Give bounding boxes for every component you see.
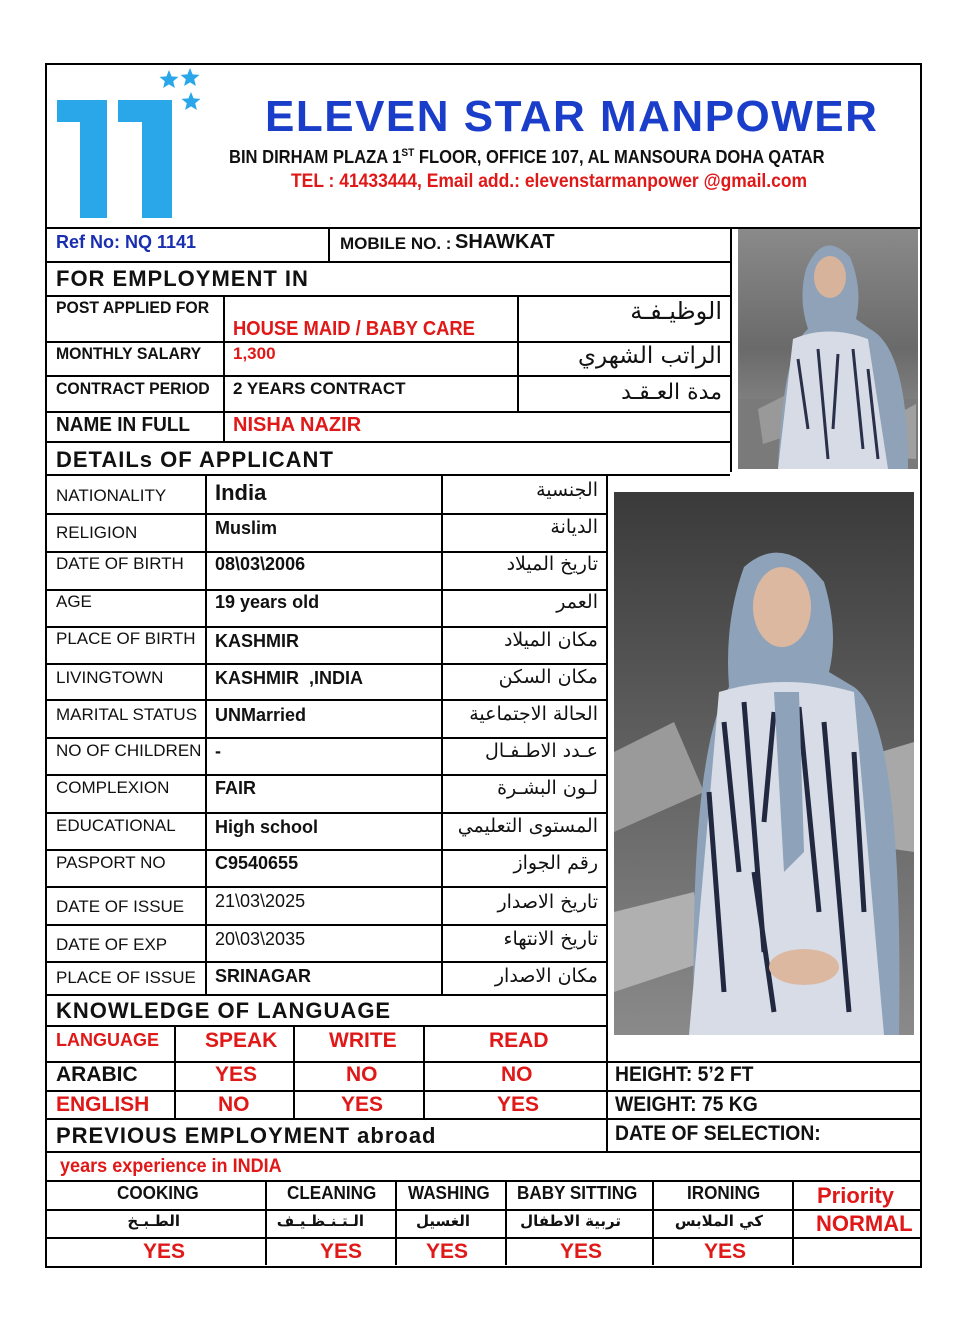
detail-label-education: EDUCATIONAL <box>56 816 176 835</box>
salary-arabic: الراتب الشهري <box>578 343 722 369</box>
skill-value-ironing: YES <box>704 1240 747 1263</box>
lang-header-read: READ <box>489 1029 549 1052</box>
name-value: NISHA NAZIR <box>233 414 362 436</box>
detail-value-dob: 08\03\2006 <box>215 554 306 574</box>
mobile-label: MOBILE NO. : <box>340 234 452 253</box>
detail-ar-livingtown: مكان السكن <box>498 666 598 688</box>
skill-ar-baby-sitting: تربية الاطفال <box>520 1212 621 1230</box>
detail-label-complexion: COMPLEXION <box>56 778 170 797</box>
lang-english-read: YES <box>497 1093 540 1116</box>
company-address: BIN DIRHAM PLAZA 1ST FLOOR, OFFICE 107, AL MANSOURA DOHA QATAR <box>229 147 825 167</box>
detail-label-marital-status: MARITAL STATUS <box>56 705 198 724</box>
skill-header-cooking: COOKING <box>117 1183 199 1203</box>
skill-header-ironing: IRONING <box>687 1183 761 1203</box>
post-label: POST APPLIED FOR <box>56 298 210 317</box>
detail-value-education: High school <box>215 817 318 837</box>
skill-value-baby-sitting: YES <box>560 1240 603 1263</box>
detail-ar-dob: تاريخ الميلاد <box>506 553 598 575</box>
mobile-value: SHAWKAT <box>455 231 555 253</box>
detail-ar-complexion: لـون البشـرة <box>497 777 598 799</box>
language-section-title: KNOWLEDGE OF LANGUAGE <box>56 998 392 1023</box>
detail-label-nationality: NATIONALITY <box>56 486 167 505</box>
detail-ar-place-of-issue: مكان الاصدار <box>494 965 598 987</box>
detail-label-place-of-birth: PLACE OF BIRTH <box>56 629 196 648</box>
detail-ar-education: المستوى التعليمي <box>457 815 598 837</box>
detail-label-dob: DATE OF BIRTH <box>56 554 184 573</box>
detail-value-nationality: India <box>215 480 267 505</box>
detail-label-place-of-issue: PLACE OF ISSUE <box>56 968 196 987</box>
weight-field: WEIGHT: 75 KG <box>615 1093 758 1116</box>
detail-value-age: 19 years old <box>215 592 320 612</box>
applicant-photo-small <box>738 229 918 469</box>
detail-ar-place-of-birth: مكان الميلاد <box>503 629 598 651</box>
detail-ar-age: العمر <box>556 591 598 613</box>
detail-value-issue-date: 21\03\2025 <box>215 891 306 911</box>
detail-value-passport: C9540655 <box>215 853 299 873</box>
salary-value: 1,300 <box>233 344 276 363</box>
lang-arabic-speak: YES <box>215 1063 258 1086</box>
priority-value: NORMAL <box>816 1211 913 1236</box>
skill-ar-ironing: كي الملابس <box>674 1212 763 1230</box>
priority-label: Priority <box>817 1183 895 1208</box>
detail-value-religion: Muslim <box>215 518 278 538</box>
lang-english-write: YES <box>341 1093 384 1116</box>
company-logo <box>54 66 204 222</box>
detail-ar-children: عـدد الاطـفـال <box>485 740 598 762</box>
name-label: NAME IN FULL <box>56 414 191 436</box>
skill-header-cleaning: CLEANING <box>287 1183 377 1203</box>
previous-employment-title: PREVIOUS EMPLOYMENT abroad <box>56 1123 437 1148</box>
detail-label-passport: PASPORT NO <box>56 853 166 872</box>
details-section-title: DETAILs OF APPLICANT <box>56 447 334 472</box>
lang-header-language: LANGUAGE <box>56 1030 159 1050</box>
lang-arabic: ARABIC <box>56 1063 138 1086</box>
detail-value-marital-status: UNMarried <box>215 705 307 725</box>
skill-value-cleaning: YES <box>320 1240 363 1263</box>
detail-label-livingtown: LIVINGTOWN <box>56 668 164 687</box>
detail-ar-marital-status: الحالة الاجتماعية <box>469 703 598 725</box>
salary-label: MONTHLY SALARY <box>56 344 202 363</box>
post-value: HOUSE MAID / BABY CARE <box>233 318 475 340</box>
detail-value-place-of-issue: SRINAGAR <box>215 966 312 986</box>
skill-header-washing: WASHING <box>408 1183 490 1203</box>
detail-label-children: NO OF CHILDREN <box>56 741 202 760</box>
company-name: ELEVEN STAR MANPOWER <box>265 92 879 141</box>
contract-value: 2 YEARS CONTRACT <box>233 379 406 398</box>
company-contact: TEL : 41433444, Email add.: elevenstarmanpower @gmail.com <box>291 171 808 192</box>
height-field: HEIGHT: 5’2 FT <box>615 1063 754 1086</box>
lang-english: ENGLISH <box>56 1093 150 1116</box>
detail-value-complexion: FAIR <box>215 778 257 798</box>
skill-ar-cleaning: الـتـنـظـيـف <box>276 1212 364 1230</box>
contract-arabic: مدة العـقـد <box>621 380 722 405</box>
skill-value-washing: YES <box>426 1240 469 1263</box>
lang-header-speak: SPEAK <box>205 1029 278 1052</box>
detail-label-age: AGE <box>56 592 92 611</box>
skill-header-baby-sitting: BABY SITTING <box>517 1183 638 1203</box>
detail-label-religion: RELIGION <box>56 523 138 542</box>
lang-arabic-read: NO <box>501 1063 533 1086</box>
detail-value-children: - <box>215 741 221 761</box>
detail-value-place-of-birth: KASHMIR <box>215 631 299 651</box>
lang-header-write: WRITE <box>329 1029 397 1052</box>
detail-ar-passport: رقم الجواز <box>513 852 598 874</box>
detail-ar-exp-date: تاريخ الانتهاء <box>503 928 598 950</box>
skill-ar-cooking: الطـبـخ <box>127 1212 180 1230</box>
experience-text: years experience in INDIA <box>60 1156 282 1177</box>
detail-ar-religion: الديانة <box>550 516 598 538</box>
ref-number: Ref No: NQ 1141 <box>56 232 197 252</box>
detail-ar-issue-date: تاريخ الاصدار <box>497 891 598 913</box>
detail-label-exp-date: DATE OF EXP <box>56 935 168 954</box>
applicant-photo-large <box>614 492 914 1035</box>
employment-section-title: FOR EMPLOYMENT IN <box>56 266 309 291</box>
detail-label-issue-date: DATE OF ISSUE <box>56 897 185 916</box>
contract-label: CONTRACT PERIOD <box>56 379 210 398</box>
detail-ar-nationality: الجنسية <box>536 479 598 501</box>
date-of-selection: DATE OF SELECTION: <box>615 1122 821 1145</box>
lang-english-speak: NO <box>218 1093 250 1116</box>
detail-value-exp-date: 20\03\2035 <box>215 929 306 949</box>
detail-value-livingtown: KASHMIR ,INDIA <box>215 668 363 688</box>
skill-value-cooking: YES <box>143 1240 186 1263</box>
skill-ar-washing: الغسيل <box>415 1212 470 1230</box>
lang-arabic-write: NO <box>346 1063 378 1086</box>
post-arabic: الوظيـفـة <box>630 297 722 325</box>
